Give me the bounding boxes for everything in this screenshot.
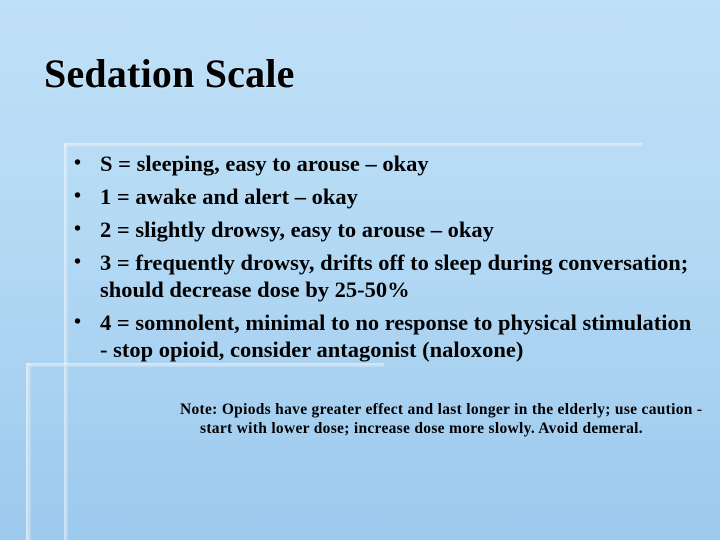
bullet-text: 3 = frequently drowsy, drifts off to sleep during conversation; should decrease dose by 25-50% [100,250,689,302]
bullet-text: S = sleeping, easy to arouse – okay [100,151,429,176]
bullet-item-s [74,150,694,177]
bullet-icon: • [74,251,82,273]
decorative-line-top [64,143,642,147]
bullet-icon: • [74,185,82,207]
bullet-item-1 [74,183,694,210]
bullet-item-2 [74,216,694,243]
bullet-icon: • [74,218,82,240]
bullet-text: 1 = awake and alert – okay [100,184,358,209]
bullet-icon: • [74,152,82,174]
bullet-item-3 [74,249,694,303]
decorative-line-vertical [64,143,68,540]
bullet-icon: • [74,311,82,333]
bullet-text: 4 = somnolent, minimal to no response to physical stimulation - stop opioid, consider antagonist (naloxone) [100,310,692,362]
decorative-line-vertical-outer [26,363,31,540]
bullet-item-4 [74,309,694,363]
slide-title: Sedation Scale [44,51,295,96]
bullet-text: 2 = slightly drowsy, easy to arouse – okay [100,217,494,242]
note-text: Note: Opiods have greater effect and last longer in the elderly; use caution - start with lower dose; increase dose more slowly. Avoid demeral. [180,401,703,437]
bullet-list [74,150,694,369]
